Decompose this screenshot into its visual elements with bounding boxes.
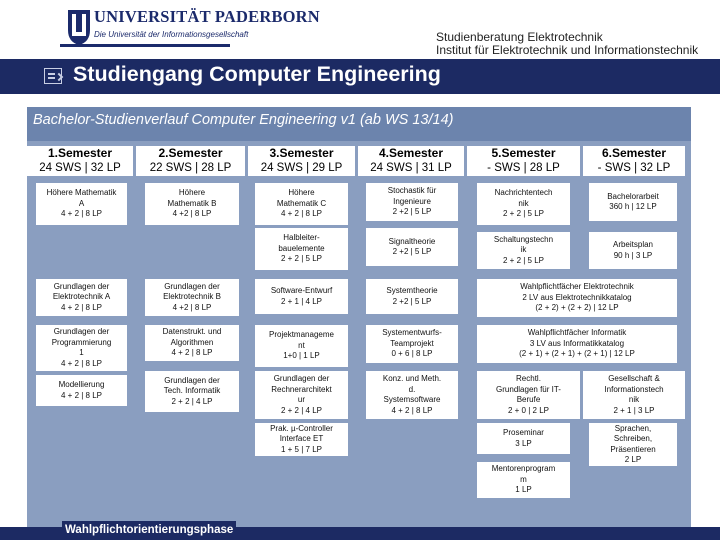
module-wahlpflicht-elektrotechnik: Wahlpflichtfächer Elektrotechnik 2 LV aus Elektrotechnikkatalog (2 + 2) + (2 + 2) | 12 LP — [477, 279, 677, 317]
semester-workload: 22 SWS | 28 LP — [149, 162, 232, 174]
module-wahlpflicht-informatik: Wahlpflichtfächer Informatik 3 LV aus Informatikkatalog (2 + 1) + (2 + 1) + (2 + 1) | 12 LP — [477, 325, 677, 363]
module-praktikum-mikrocontroller: Prak. µ-Controller Interface ET 1 + 5 | 7 LP — [255, 423, 348, 456]
page-title: Studiengang Computer Engineering — [73, 62, 441, 86]
semester-name: 2.Semester — [158, 146, 223, 160]
module-grundlagen-programmierung: Grundlagen der Programmierung 1 4 + 2 | 8 LP — [36, 325, 127, 371]
semester-header-2 — [136, 146, 245, 176]
module-sprachen-schreiben: Sprachen, Schreiben, Präsentieren 2 LP — [589, 423, 677, 466]
phase-label: Wahlpflichtorientierungsphase — [62, 521, 236, 540]
module-datenstrukturen-algorithmen: Datenstrukt. und Algorithmen 4 + 2 | 8 LP — [145, 325, 239, 361]
university-tagline: Die Universität der Informationsgesellschaft — [94, 30, 249, 39]
module-software-entwurf: Software-Entwurf 2 + 1 | 4 LP — [255, 279, 348, 314]
module-rechtliche-grundlagen: Rechtl. Grundlagen für IT- Berufe 2 + 0 | 2 LP — [477, 371, 580, 419]
module-proseminar: Proseminar 3 LP — [477, 423, 570, 454]
arrow-list-icon — [44, 68, 62, 84]
semester-workload: 24 SWS | 31 LP — [370, 162, 452, 174]
semester-workload: - SWS | 32 LP — [597, 162, 671, 174]
module-arbeitsplan: Arbeitsplan 90 h | 3 LP — [589, 232, 677, 269]
semester-name: 4.Semester — [378, 146, 444, 160]
module-projektmanagement: Projektmanageme nt 1+0 | 1 LP — [255, 325, 348, 367]
semester-header-4 — [358, 146, 464, 176]
semester-name: 1.Semester — [47, 146, 113, 160]
module-mentorenprogramm: Mentorenprogram m 1 LP — [477, 462, 570, 498]
module-signaltheorie: Signaltheorie 2 +2 | 5 LP — [366, 228, 458, 266]
module-stochastik: Stochastik für Ingenieure 2 +2 | 5 LP — [366, 183, 458, 221]
module-grundlagen-tech-informatik: Grundlagen der Tech. Informatik 2 + 2 | 4 LP — [145, 371, 239, 412]
semester-name: 6.Semester — [601, 146, 667, 160]
module-modellierung: Modellierung 4 + 2 | 8 LP — [36, 375, 127, 406]
module-hoehere-mathematik-c: Höhere Mathematik C 4 + 2 | 8 LP — [255, 183, 348, 225]
module-bachelorarbeit: Bachelorarbeit 360 h | 12 LP — [589, 183, 677, 221]
department-line-1: Studienberatung Elektrotechnik — [436, 30, 603, 44]
semester-header-5 — [467, 146, 580, 176]
module-systemtheorie: Systemtheorie 2 +2 | 5 LP — [366, 279, 458, 314]
module-hoehere-mathematik-b: Höhere Mathematik B 4 +2 | 8 LP — [145, 183, 239, 225]
module-schaltungstechnik: Schaltungstechn ik 2 + 2 | 5 LP — [477, 232, 570, 269]
semester-header-6 — [583, 146, 685, 176]
module-systementwurf-teamprojekt: Systementwurfs- Teamprojekt 0 + 6 | 8 LP — [366, 325, 458, 363]
module-gesellschaft-informationstechnik: Gesellschaft & Informationstech nik 2 + 1 | 3 LP — [583, 371, 685, 419]
semester-header-3 — [248, 146, 355, 176]
semester-header-1 — [27, 146, 133, 176]
module-grundlagen-elektrotechnik-b: Grundlagen der Elektrotechnik B 4 +2 | 8 LP — [145, 279, 239, 316]
module-hoehere-mathematik-a: Höhere Mathematik A 4 + 2 | 8 LP — [36, 183, 127, 225]
university-logo — [66, 8, 92, 46]
university-name: UNIVERSITÄT PADERBORN — [94, 7, 320, 26]
logo-underline — [60, 44, 230, 47]
module-grundlagen-rechnerarchitektur: Grundlagen der Rechnerarchitekt ur 2 + 2 | 4 LP — [255, 371, 348, 419]
department-line-2: Institut für Elektrotechnik und Informationstechnik — [436, 43, 699, 57]
semester-name: 3.Semester — [269, 146, 334, 160]
module-halbleiterbauelemente: Halbleiter- bauelemente 2 + 2 | 5 LP — [255, 228, 348, 270]
module-grundlagen-elektrotechnik-a: Grundlagen der Elektrotechnik A 4 + 2 | 8 LP — [36, 279, 127, 316]
semester-name: 5.Semester — [491, 146, 556, 160]
semester-workload: - SWS | 28 LP — [487, 162, 560, 174]
semester-workload: 24 SWS | 29 LP — [260, 162, 343, 174]
curriculum-panel-title: Bachelor-Studienverlauf Computer Engineering v1 (ab WS 13/14) — [33, 112, 454, 128]
semester-workload: 24 SWS | 32 LP — [39, 162, 121, 174]
module-nachrichtentechnik: Nachrichtentech nik 2 + 2 | 5 LP — [477, 183, 570, 225]
module-systemsoftware: Konz. und Meth. d. Systemsoftware 4 + 2 | 8 LP — [366, 371, 458, 419]
